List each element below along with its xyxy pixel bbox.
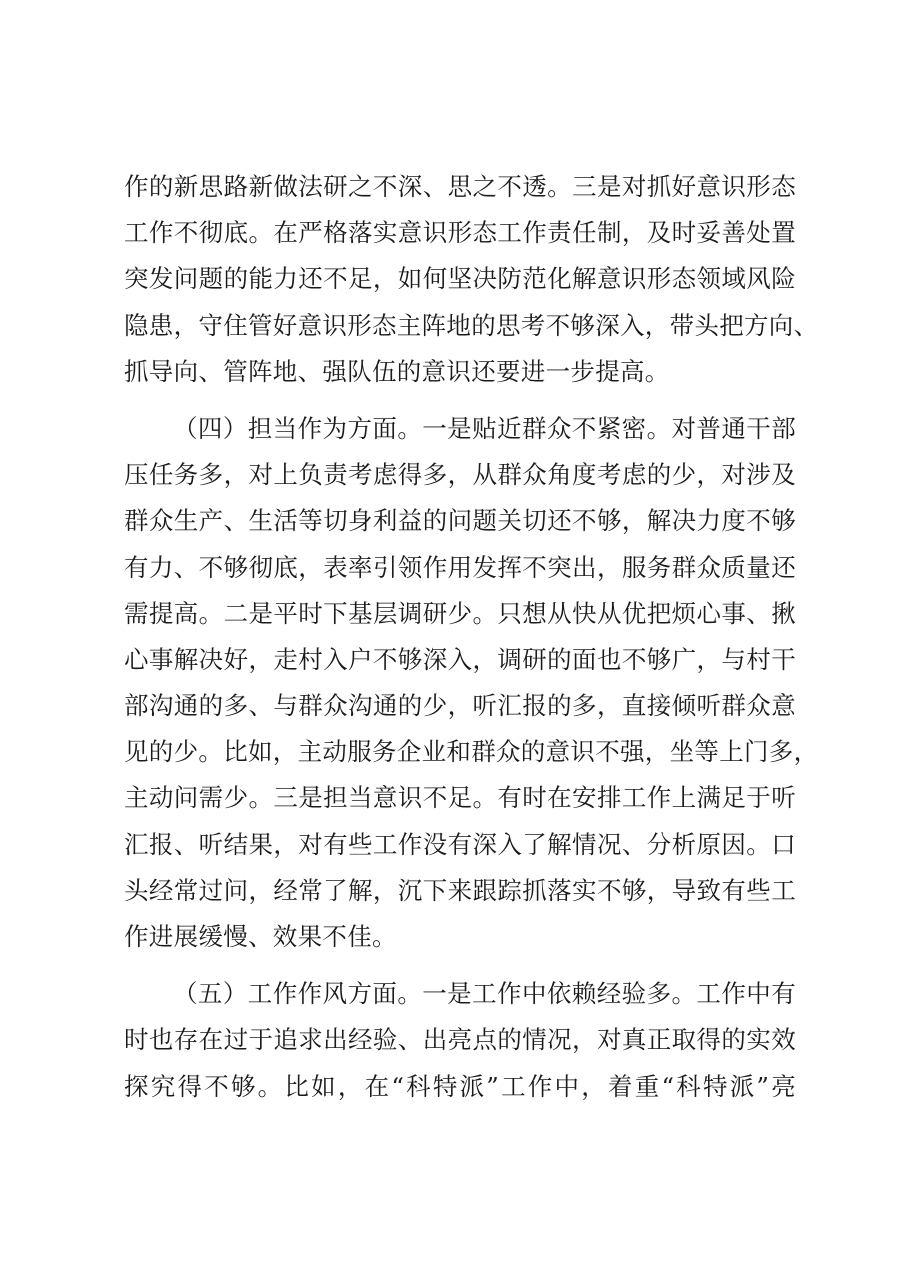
document-body xyxy=(124,164,819,1110)
text-line: 头经常过问，经常了解，沉下来跟踪抓落实不够，导致有些工 xyxy=(124,875,796,905)
paragraph-spacer xyxy=(124,960,796,971)
text-line: 抓导向、管阵地、强队伍的意识还要进一步提高。 xyxy=(124,356,670,386)
text-line: 作进展缓慢、效果不佳。 xyxy=(124,922,397,951)
text-line: 心事解决好，走村入户不够深入，调研的面也不够广，与村干 xyxy=(124,644,796,674)
text-line: 群众生产、生活等切身利益的问题关切还不够，解决力度不够 xyxy=(124,506,796,536)
text-line: 突发问题的能力还不足，如何坚决防范化解意识形态领域风险 xyxy=(124,264,796,294)
paragraph-ideology-continued xyxy=(124,164,819,395)
text-line: 汇报、听结果，对有些工作没有深入了解情况、分析原因。口 xyxy=(124,829,796,859)
paragraph-heading-line: （五）工作作风方面。一是工作中依赖经验多。工作中有 xyxy=(173,979,796,1009)
text-line: 工作不彻底。在严格落实意识形态工作责任制，及时妥善处置 xyxy=(124,218,796,248)
paragraph-spacer xyxy=(124,395,796,406)
text-line: 见的少。比如，主动服务企业和群众的意识不强，坐等上门多， xyxy=(124,737,819,767)
paragraph-heading-line: （四）担当作为方面。一是贴近群众不紧密。对普通干部 xyxy=(173,413,796,443)
text-line: 需提高。二是平时下基层调研少。只想从快从优把烦心事、揪 xyxy=(124,598,796,628)
paragraph-section-4 xyxy=(124,406,819,960)
text-line: 作的新思路新做法研之不深、思之不透。三是对抓好意识形态 xyxy=(124,172,796,201)
text-line: 主动问需少。三是担当意识不足。有时在安排工作上满足于听 xyxy=(124,783,796,813)
text-line: 隐患，守住管好意识形态主阵地的思考不够深入，带头把方向、 xyxy=(124,310,819,340)
text-line: 时也存在过于追求出经验、出亮点的情况，对真正取得的实效 xyxy=(124,1025,796,1055)
text-line: 有力、不够彻底，表率引领作用发挥不突出，服务群众质量还 xyxy=(124,552,796,582)
text-line: 部沟通的多、与群众沟通的少，听汇报的多，直接倾听群众意 xyxy=(124,691,796,721)
text-line: 探究得不够。比如，在“科特派”工作中，着重“科特派”亮 xyxy=(124,1071,796,1101)
text-line: 压任务多，对上负责考虑得多，从群众角度考虑的少，对涉及 xyxy=(124,460,796,490)
paragraph-section-5 xyxy=(124,971,796,1110)
